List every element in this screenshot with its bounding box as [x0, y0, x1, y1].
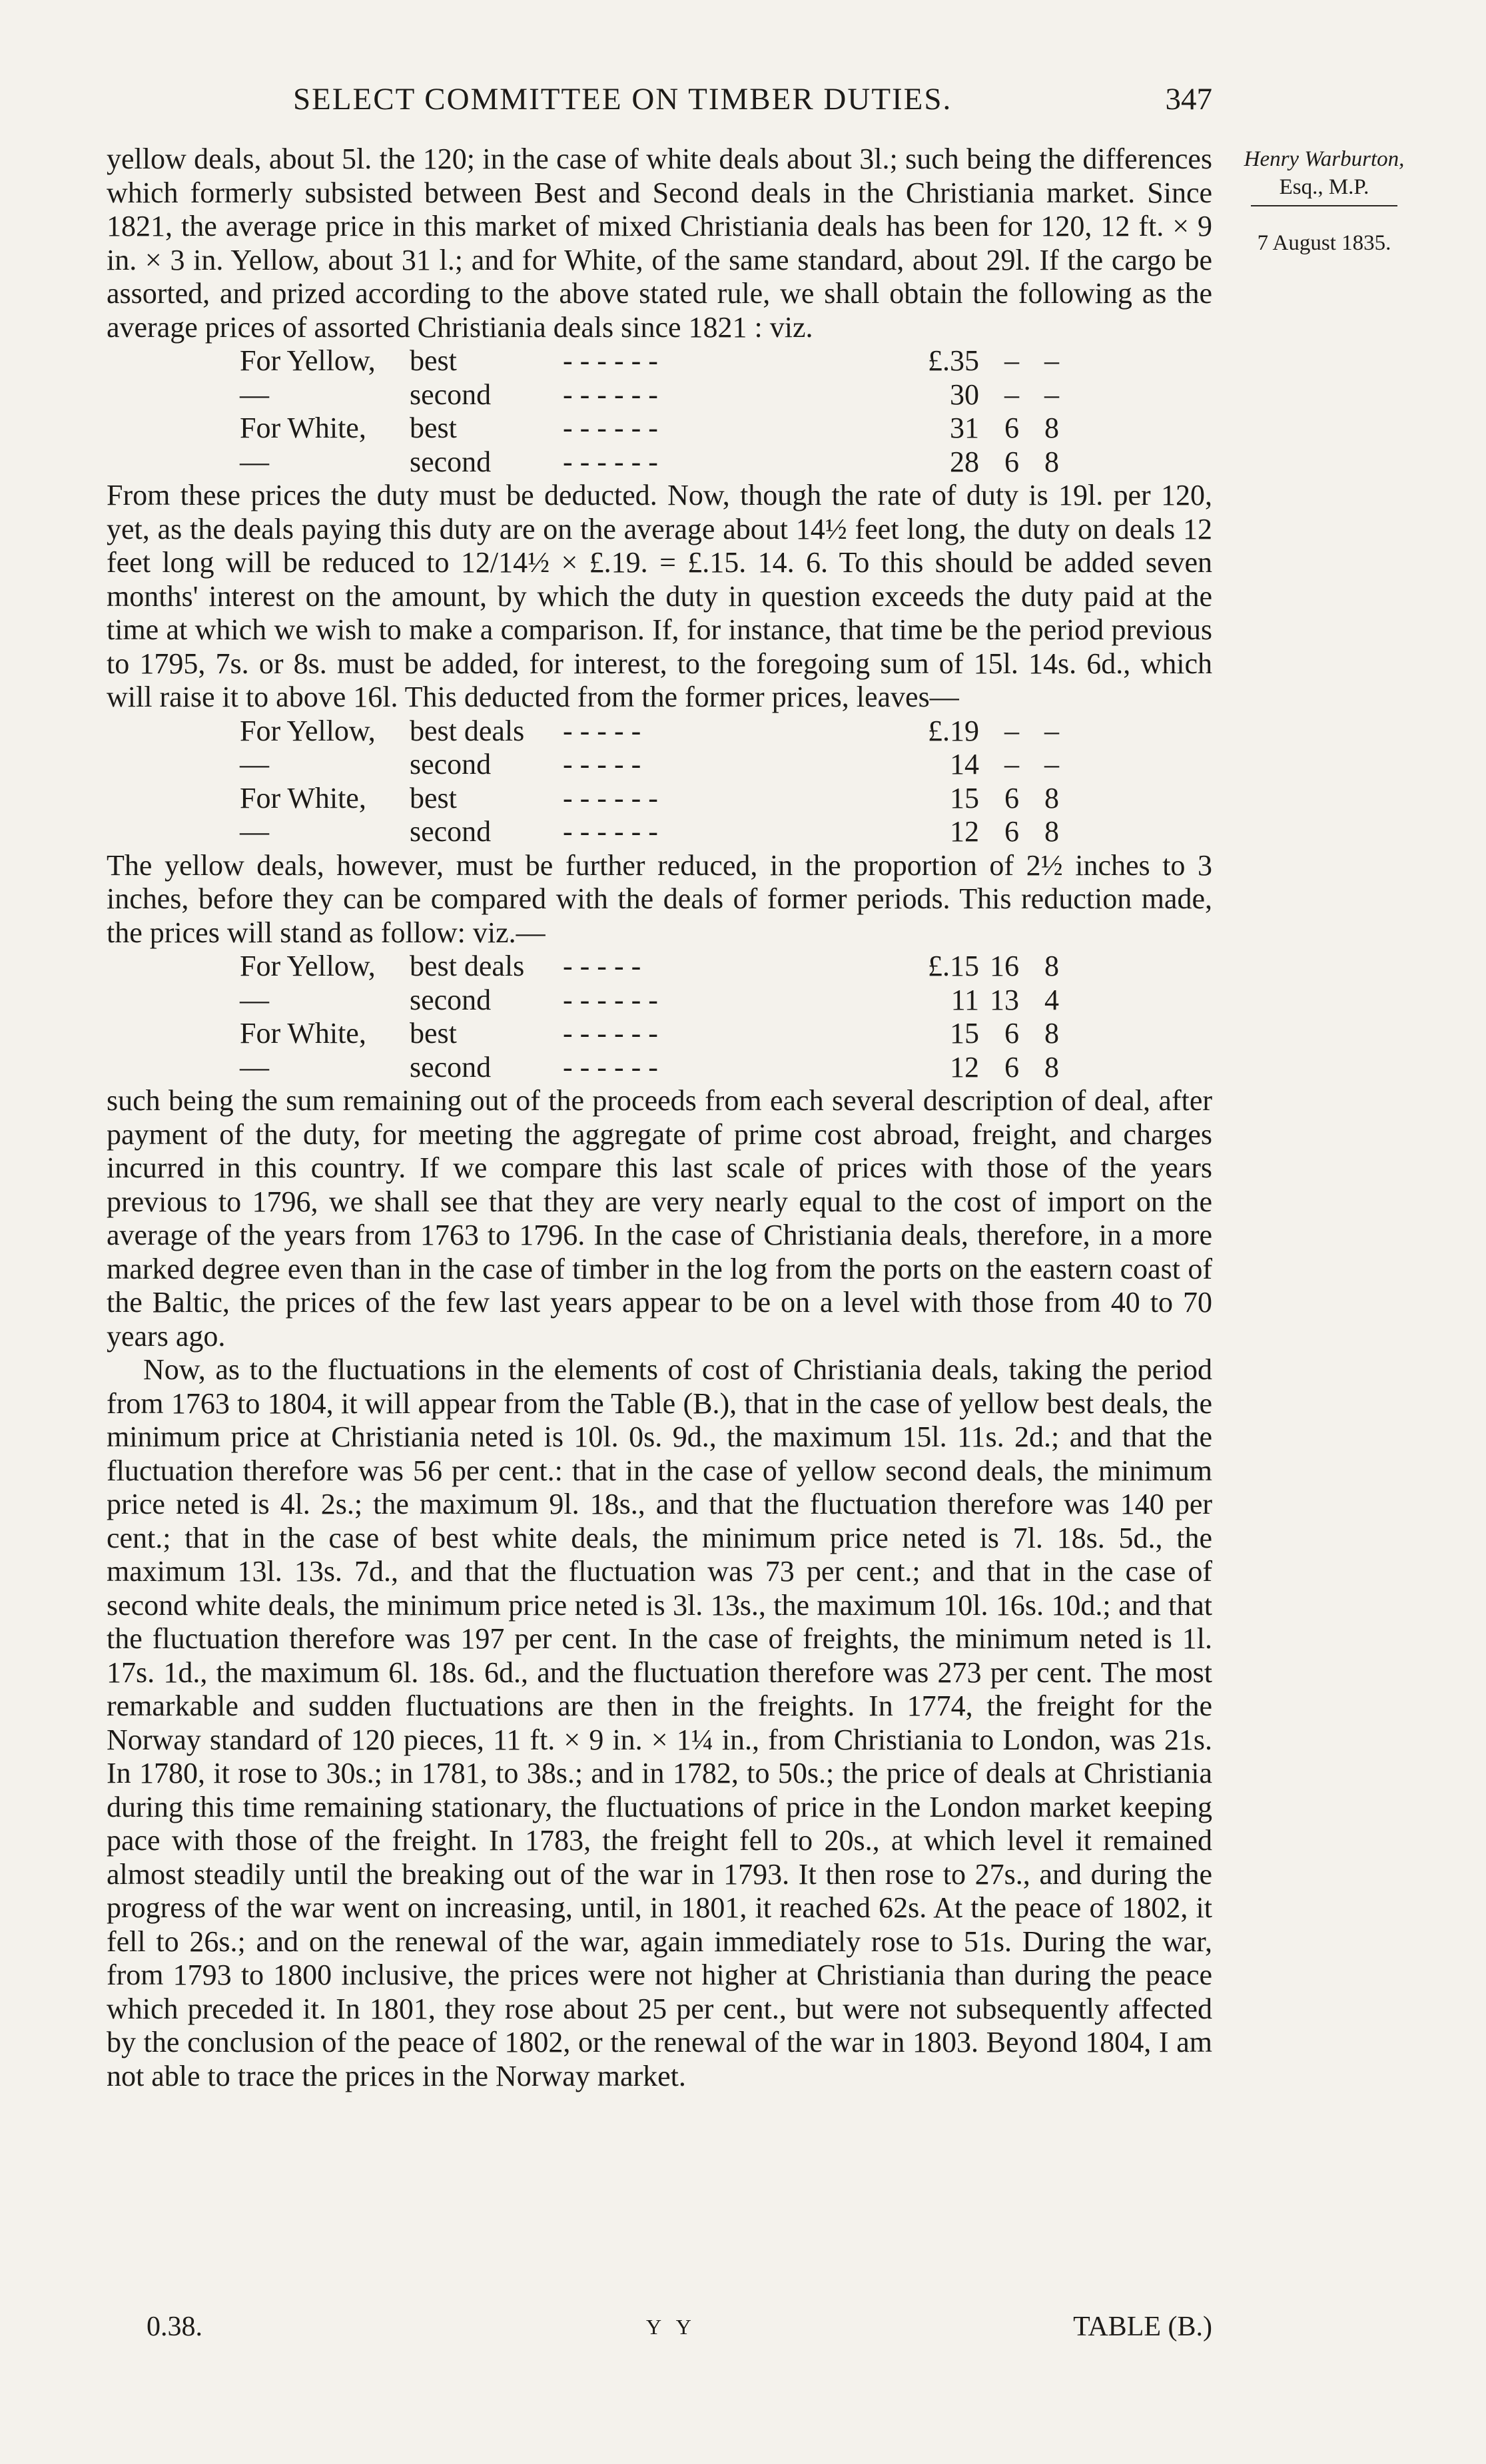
row-pence: 8 — [1044, 412, 1059, 444]
row-pence: 8 — [1044, 950, 1059, 982]
row-pence: 8 — [1044, 445, 1059, 478]
margin-rule — [1251, 205, 1397, 206]
paragraph-1: yellow deals, about 5l. the 120; in the case of white deals about 3l.; such being the differences which formerly subsisted between Best and Second deals in the Christiania market. Since 1821, the average price in this market of mixed Christiania deals has been for 120, 12 ft. × 9 in. × 3 in. Yellow, about 31 l.; and for White, of the same standard, about 29l. If the cargo be assorted, and prized according to the above stated rule, we shall obtain the following as the average prices of assorted Christiania deals since 1821 : viz. — [107, 143, 1212, 344]
row-shillings: 6 — [1004, 1017, 1019, 1050]
row-pounds: 15 — [950, 1017, 979, 1050]
paragraph-3: The yellow deals, however, must be further reduced, in the proportion of 2½ inches to 3 inches, before they can be compared with the deals of former periods. This reduction made, the prices will stand as follow: viz.— — [107, 848, 1212, 949]
row-pence: 4 — [1044, 983, 1059, 1016]
price-table-1 — [240, 344, 1059, 479]
row-label: For Yellow, — [240, 344, 376, 377]
margin-note — [1224, 145, 1424, 257]
row-pounds: 12 — [950, 1050, 979, 1083]
row-pence: 8 — [1044, 1050, 1059, 1083]
row-pounds: £.35 — [928, 344, 979, 377]
row-leader-dots: - - - - - — [563, 714, 641, 747]
row-label: — — [240, 748, 269, 780]
row-label: — — [240, 815, 269, 848]
paragraph-2: From these prices the duty must be deducted. Now, though the rate of duty is 19l. per 120, yet, as the deals paying this duty are on the average about 14½ feet long, the duty on deals 12 feet long will be reduced to 12/14½ × £.19. = £.15. 14. 6. To this should be added seven months' interest on the amount, by which the duty in question exceeds the duty paid at the time at which we wish to make a comparison. If, for instance, that time be the period previous to 1795, 7s. or 8s. must be added, for interest, to the foregoing sum of 15l. 14s. 6d., which will raise it to above 16l. This deducted from the former prices, leaves— — [107, 479, 1212, 713]
row-leader-dots: - - - - - - — [563, 445, 658, 478]
row-label: — — [240, 378, 269, 411]
row-description: second — [410, 1050, 492, 1083]
row-leader-dots: - - - - - — [563, 748, 641, 780]
row-pence: 8 — [1044, 815, 1059, 848]
price-row — [240, 1051, 1059, 1085]
price-row — [240, 1017, 1059, 1051]
row-pounds: 28 — [950, 445, 979, 478]
row-shillings: – — [1004, 378, 1019, 411]
price-row — [240, 715, 1059, 749]
row-description: second — [410, 445, 492, 478]
catchword: TABLE (B.) — [1073, 2311, 1212, 2342]
price-row — [240, 378, 1059, 412]
row-description: second — [410, 815, 492, 848]
price-row — [240, 950, 1059, 984]
price-row — [240, 782, 1059, 816]
row-label: — — [240, 445, 269, 478]
row-pence: – — [1044, 748, 1059, 780]
row-shillings: – — [1004, 344, 1019, 377]
row-pence: – — [1044, 344, 1059, 377]
row-label: For White, — [240, 781, 366, 814]
row-description: second — [410, 748, 492, 780]
folio-mark: Y Y — [646, 2315, 697, 2339]
row-pence: 8 — [1044, 781, 1059, 814]
page-header — [107, 81, 1212, 128]
row-description: best deals — [410, 950, 525, 982]
row-shillings: 6 — [1004, 412, 1019, 444]
row-leader-dots: - - - - - — [563, 950, 641, 982]
witness-title: Esq., M.P. — [1279, 175, 1369, 199]
row-pounds: 30 — [950, 378, 979, 411]
paragraph-4: such being the sum remaining out of the proceeds from each several description of deal, after payment of the duty, for meeting the aggregate of prime cost abroad, freight, and charges incurred in this country. If we compare this last scale of prices with those of the years previous to 1796, we shall see that they are very nearly equal to the cost of import on the average of the years from 1763 to 1796. In the case of Christiania deals, therefore, in a more marked degree even than in the case of timber in the log from the ports on the eastern coast of the Baltic, the prices of the few last years appear to be on a level with those from 40 to 70 years ago. — [107, 1084, 1212, 1353]
running-title: SELECT COMMITTEE ON TIMBER DUTIES. — [293, 82, 952, 117]
row-shillings: 6 — [1004, 445, 1019, 478]
row-description: second — [410, 378, 492, 411]
row-label: For Yellow, — [240, 950, 376, 982]
signature-mark: 0.38. — [147, 2311, 202, 2342]
row-leader-dots: - - - - - - — [563, 412, 658, 444]
row-leader-dots: - - - - - - — [563, 378, 658, 411]
row-pounds: £.15 — [928, 950, 979, 982]
row-leader-dots: - - - - - - — [563, 815, 658, 848]
row-description: best — [410, 412, 457, 444]
row-description: best — [410, 781, 457, 814]
row-leader-dots: - - - - - - — [563, 781, 658, 814]
price-row — [240, 344, 1059, 378]
row-pounds: £.19 — [928, 714, 979, 747]
row-shillings: – — [1004, 714, 1019, 747]
witness-name: Henry Warburton, — [1244, 147, 1405, 171]
price-row — [240, 412, 1059, 446]
price-table-3 — [240, 950, 1059, 1084]
row-leader-dots: - - - - - - — [563, 1050, 658, 1083]
row-description: best deals — [410, 714, 525, 747]
row-pounds: 11 — [950, 983, 979, 1016]
row-pounds: 31 — [950, 412, 979, 444]
row-label: For White, — [240, 1017, 366, 1050]
page-number: 347 — [1165, 82, 1212, 117]
row-leader-dots: - - - - - - — [563, 344, 658, 377]
row-description: best — [410, 1017, 457, 1050]
row-pence: – — [1044, 714, 1059, 747]
row-shillings: 13 — [990, 983, 1019, 1016]
row-shillings: 16 — [990, 950, 1019, 982]
row-shillings: 6 — [1004, 1050, 1019, 1083]
row-shillings: 6 — [1004, 781, 1019, 814]
price-row — [240, 984, 1059, 1018]
page-footer — [107, 2311, 1212, 2351]
row-label: For Yellow, — [240, 714, 376, 747]
row-pence: – — [1044, 378, 1059, 411]
row-pounds: 14 — [950, 748, 979, 780]
price-table-2 — [240, 715, 1059, 849]
paragraph-5: Now, as to the fluctuations in the elements of cost of Christiania deals, taking the period from 1763 to 1804, it will appear from the Table (B.), that in the case of yellow best deals, the minimum price at Christiania neted is 10l. 0s. 9d., the maximum 15l. 11s. 2d.; and that the fluctuation therefore was 56 per cent.: that in the case of yellow second deals, the minimum price neted is 4l. 2s.; the maximum 9l. 18s., and that the fluctuation therefore was 140 per cent.; that in the case of best white deals, the minimum price neted is 7l. 18s. 5d., the maximum 13l. 13s. 7d., and that the fluctuation was 73 per cent.; and that in the case of second white deals, the minimum price neted is 3l. 13s., the maximum 10l. 16s. 10d.; and that the fluctuation therefore was 197 per cent. In the case of freights, the minimum neted is 1l. 17s. 1d., the maximum 6l. 18s. 6d., and the fluctuation therefore was 273 per cent. The most remarkable and sudden fluctuations are then in the freights. In 1774, the freight for the Norway standard of 120 pieces, 11 ft. × 9 in. × 1¼ in., from Christiania to London, was 21s. In 1780, it rose to 30s.; in 1781, to 38s.; and in 1782, to 50s.; the price of deals at Christiania during this time remaining stationary, the fluctuations of price in the London market keeping pace with those of the freight. In 1783, the freight fell to 20s., at which level it remained almost steadily until the breaking out of the war in 1793. It then rose to 27s., and during the progress of the war went on increasing, until, in 1801, it reached 62s. At the peace of 1802, it fell to 26s.; and on the renewal of the war, again immediately rose to 51s. During the war, from 1793 to 1800 inclusive, the prices were not higher at Christiania than during the peace which preceded it. In 1801, they rose about 25 per cent., but were not subsequently affected by the conclusion of the peace of 1802, or the renewal of the war in 1803. Beyond 1804, I am not able to trace the prices in the Norway market. — [107, 1353, 1212, 2092]
row-label: — — [240, 983, 269, 1016]
row-leader-dots: - - - - - - — [563, 983, 658, 1016]
row-label: For White, — [240, 412, 366, 444]
row-label: — — [240, 1050, 269, 1083]
price-row — [240, 446, 1059, 479]
row-pounds: 12 — [950, 815, 979, 848]
row-leader-dots: - - - - - - — [563, 1017, 658, 1050]
row-pounds: 15 — [950, 781, 979, 814]
row-shillings: – — [1004, 748, 1019, 780]
body-text — [107, 143, 1212, 2093]
row-description: best — [410, 344, 457, 377]
row-shillings: 6 — [1004, 815, 1019, 848]
price-row — [240, 815, 1059, 849]
evidence-date: 7 August 1835. — [1257, 231, 1391, 255]
row-description: second — [410, 983, 492, 1016]
row-pence: 8 — [1044, 1017, 1059, 1050]
price-row — [240, 748, 1059, 782]
